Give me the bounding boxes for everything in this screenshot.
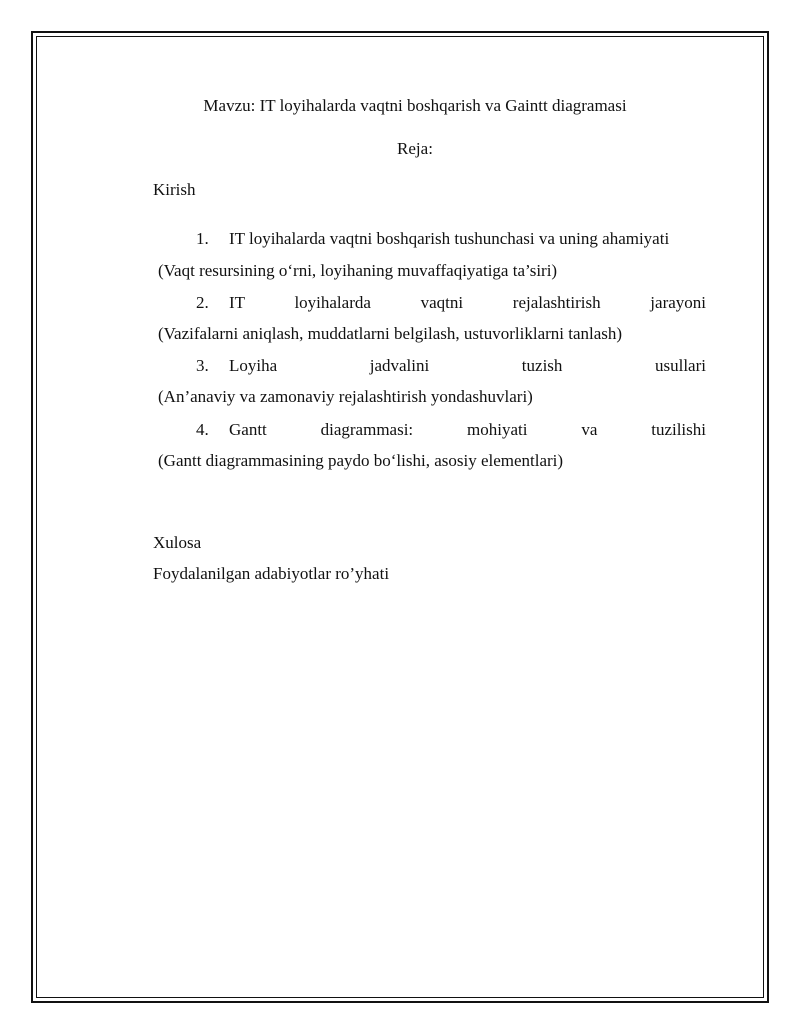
plan-item-title: IT loyihalarda vaqtni boshqarish tushunchasi va uning ahamiyati (229, 229, 670, 248)
plan-item-subtitle: (Vazifalarni aniqlash, muddatlarni belgilash, ustuvorliklarni tanlash) (158, 324, 623, 343)
references-heading: Foydalanilgan adabiyotlar ro’yhati (153, 564, 390, 583)
plan-item-subtitle: (Vaqt resursining o‘rni, loyihaning muvaffaqiyatiga ta’siri) (158, 261, 558, 280)
plan-item-1 (196, 228, 706, 250)
plan-item-subtitle: (Gantt diagrammasining paydo bo‘lishi, asosiy elementlari) (158, 451, 564, 470)
plan-item-2 (196, 292, 706, 314)
plan-item-number: 2. (196, 293, 209, 312)
plan-item-title: Gantt diagrammasi: mohiyati va tuzilishi (229, 420, 706, 439)
page-border-inner (36, 36, 764, 998)
plan-heading: Reja: (397, 139, 433, 158)
conclusion-heading: Xulosa (153, 533, 202, 552)
plan-item-number: 3. (196, 356, 209, 375)
intro-heading: Kirish (153, 180, 196, 199)
plan-item-title: IT loyihalarda vaqtni rejalashtirish jarayoni (229, 293, 706, 312)
plan-item-number: 1. (196, 229, 209, 248)
plan-item-subtitle: (An’anaviy va zamonaviy rejalashtirish yondashuvlari) (158, 387, 533, 406)
plan-item-number: 4. (196, 420, 209, 439)
plan-item-4 (196, 419, 706, 441)
plan-item-3 (196, 355, 706, 377)
document-title: Mavzu: IT loyihalarda vaqtni boshqarish va Gaintt diagramasi (203, 96, 627, 115)
plan-item-title: Loyiha jadvalini tuzish usullari (229, 356, 706, 375)
